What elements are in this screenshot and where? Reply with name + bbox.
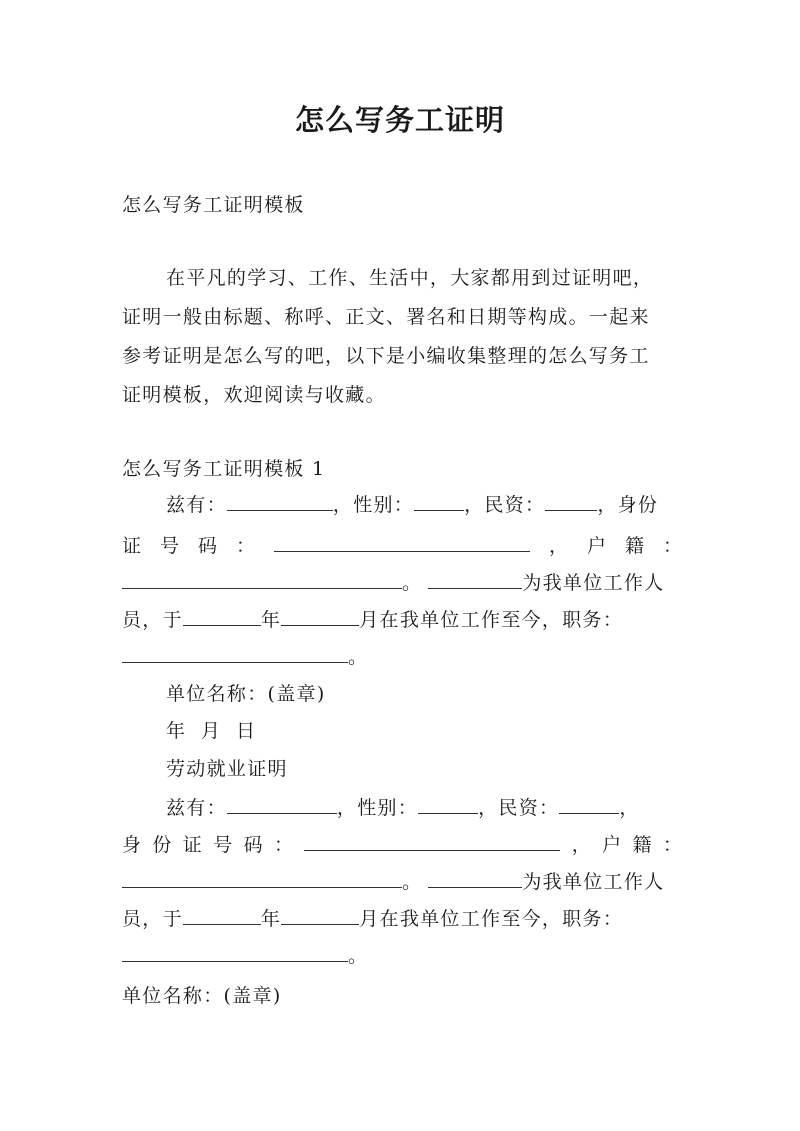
name-blank <box>227 492 333 511</box>
id-char: 证 <box>182 834 202 856</box>
label-yuan: 员，于 <box>122 908 183 930</box>
hu-ji-char: 户 <box>586 535 606 557</box>
template1-line-1 <box>166 492 682 518</box>
year-blank <box>183 906 261 925</box>
template2-line-3 <box>122 869 682 895</box>
id-char: 号 <box>213 834 233 856</box>
id-char: 身 <box>122 834 142 856</box>
label-id-tail: ，身份 <box>597 494 659 516</box>
period: 。 <box>348 646 369 668</box>
hu-ji-char: 户 <box>602 834 622 856</box>
id-number-blank <box>274 533 530 552</box>
id-char: 证 <box>122 535 142 557</box>
id-char: 码 <box>243 834 263 856</box>
template2-line-5 <box>122 943 682 969</box>
nation-blank <box>545 492 597 511</box>
nation-blank <box>559 795 619 814</box>
label-unit-worker: 为我单位工作人 <box>522 871 665 893</box>
template1-line-3 <box>122 570 682 596</box>
template2-line-2 <box>122 832 682 858</box>
intro-line-3: 参考证明是怎么写的吧，以下是小编收集整理的怎么写务工 <box>122 345 650 367</box>
intro-line-2: 证明一般由标题、称呼、正文、署名和日期等构成。一起来 <box>122 306 650 328</box>
period: 。 <box>348 945 369 967</box>
template1-line-4 <box>122 607 682 633</box>
id-char: 码 <box>198 535 218 557</box>
comma: ， <box>619 797 640 819</box>
person-blank <box>428 869 522 888</box>
label-nation: ，民资： <box>464 494 546 516</box>
gender-blank <box>418 795 478 814</box>
label-nation: ，民资： <box>478 797 560 819</box>
person-blank <box>428 570 522 589</box>
id-char: 号 <box>160 535 180 557</box>
label-month-job: 月在我单位工作至今，职务： <box>359 908 624 930</box>
template1-line-2 <box>122 533 682 559</box>
template2-heading: 劳动就业证明 <box>166 758 288 780</box>
intro-line-1: 在平凡的学习、工作、生活中，大家都用到过证明吧， <box>166 267 654 289</box>
hu-ji-char: ， <box>548 535 568 557</box>
id-char: ： <box>273 834 293 856</box>
month-blank <box>281 906 359 925</box>
label-gender: ，性别： <box>336 797 419 819</box>
month-blank <box>281 607 359 626</box>
template1-line-5 <box>122 644 682 670</box>
hu-ji-char: ： <box>662 834 682 856</box>
template2-line-1 <box>166 795 682 821</box>
year-blank <box>183 607 261 626</box>
label-year: 年 <box>260 609 282 631</box>
template2-unit-name: 单位名称：(盖章) <box>122 985 282 1007</box>
page-title: 怎么写务工证明 <box>294 103 505 137</box>
hometown-blank <box>122 570 402 589</box>
template1-date: 年 月 日 <box>166 720 257 742</box>
id-char: 份 <box>152 834 172 856</box>
template1-unit-name: 单位名称：(盖章) <box>166 683 326 705</box>
label-zi-you: 兹有： <box>166 797 227 819</box>
id-number-blank <box>304 832 560 851</box>
name-blank <box>227 795 337 814</box>
period: 。 <box>402 871 423 893</box>
hu-ji-char: ， <box>571 834 591 856</box>
intro-line-4: 证明模板，欢迎阅读与收藏。 <box>122 384 386 406</box>
hu-ji-char: ： <box>662 535 682 557</box>
label-gender: ，性别： <box>332 494 415 516</box>
template1-heading: 怎么写务工证明模板 1 <box>122 458 326 480</box>
label-month-job: 月在我单位工作至今，职务： <box>359 609 624 631</box>
template2-line-4 <box>122 906 682 932</box>
label-year: 年 <box>260 908 282 930</box>
label-zi-you: 兹有： <box>166 494 227 516</box>
id-char: ： <box>236 535 256 557</box>
hu-ji-char: 籍 <box>632 834 652 856</box>
job-blank <box>122 943 348 962</box>
hometown-blank <box>122 869 402 888</box>
document-subtitle: 怎么写务工证明模板 <box>122 194 305 216</box>
period: 。 <box>402 572 423 594</box>
job-blank <box>122 644 348 663</box>
label-unit-worker: 为我单位工作人 <box>522 572 665 594</box>
hu-ji-char: 籍 <box>624 535 644 557</box>
gender-blank <box>414 492 464 511</box>
label-yuan: 员，于 <box>122 609 183 631</box>
